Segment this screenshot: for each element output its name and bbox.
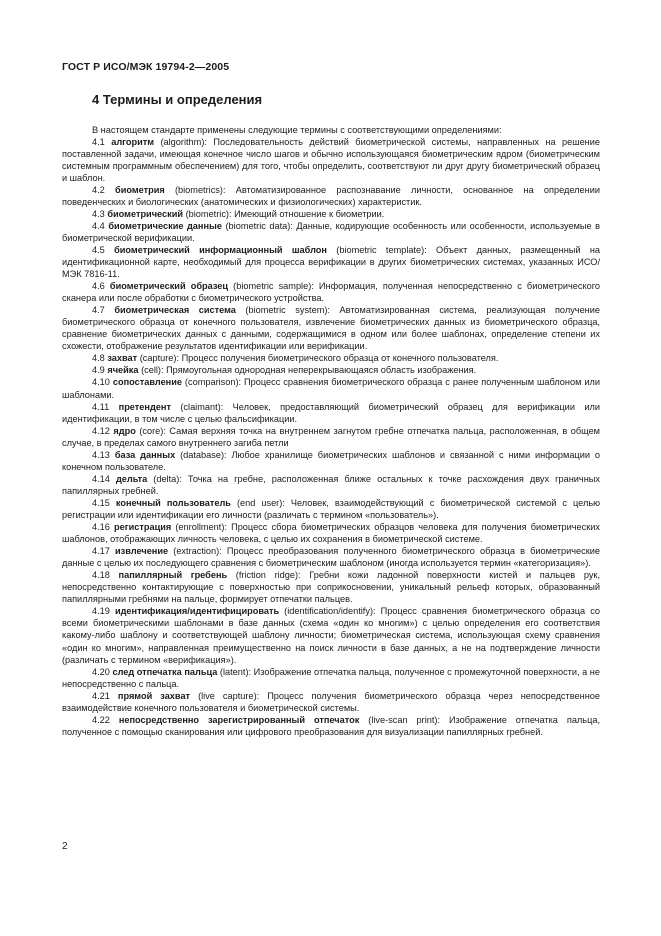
term-number: 4.18 [92, 570, 110, 581]
term-definition: (cell): Прямоугольная однородная неперекрывающаяся область изображения. [138, 365, 477, 376]
term-number: 4.14 [92, 473, 110, 484]
term-name: биометрические данные [108, 220, 222, 231]
term-number: 4.2 [92, 184, 105, 195]
term-definition: (end user): Человек, взаимодействующий с биометрической системой с целью регистрации или идентификации его личности (различать с термином «пользователь»). [62, 497, 600, 520]
term-name: ядро [113, 425, 136, 436]
term-number: 4.4 [92, 220, 105, 231]
term-definition: (core): Самая верхняя точка на внутреннем загнутом гребне отпечатка пальца, расположенная, в общем случае, в пределах самого внутреннего загиба петли [62, 425, 600, 448]
term-definition: (latent): Изображение отпечатка пальца, полученное с промежуточной поверхности, а не непосредственно с пальца. [62, 666, 600, 689]
term-name: ячейка [107, 365, 139, 376]
term-name: сопоставление [112, 377, 182, 388]
term-paragraph [62, 569, 600, 605]
term-number: 4.11 [92, 401, 110, 412]
term-number: 4.10 [92, 377, 110, 388]
term-paragraph [62, 473, 600, 497]
term-definition: (friction ridge): Гребни кожи ладонной поверхности кистей и пальцев рук, непосредственно контактирующие с поверхностью при соприкосновении, уникальный рельеф которых, образованный папиллярными гребнями на пальце, формирует отпечатки пальцев. [62, 570, 601, 605]
definitions-body [62, 124, 600, 738]
page-number: 2 [62, 841, 68, 852]
term-number: 4.7 [92, 305, 105, 316]
term-paragraph [62, 184, 600, 208]
term-definition: (live-scan print): Изображение отпечатка пальца, полученное с помощью сканирования или цифрового преобразования для визуализации папиллярных гребней. [62, 714, 600, 737]
term-name: биометрический информационный шаблон [114, 244, 327, 255]
term-definition: (biometrics): Автоматизированное распознавание личности, основанное на определении поведенческих и биологических (анатомических и физиологических) характеристик. [62, 184, 600, 207]
term-name: дельта [115, 473, 148, 484]
term-definition: (identification/identify): Процесс сравнения биометрического образца со всеми биометрическими шаблонами в базе данных (схема «один ко многим») с целью определения его соответствия какому-либо шаблону и соответствующей шаблону личности; биометрическая система, использующая схему сравнения «один ко многим», направленная преимущественно на поиск личности в базе данных, а не на подтверждение личности (различать с термином «верификация»). [62, 606, 600, 665]
term-name: база данных [114, 449, 176, 460]
term-number: 4.17 [92, 546, 110, 557]
term-name: папиллярный гребень [118, 570, 228, 581]
term-number: 4.8 [92, 353, 105, 364]
term-paragraph [62, 376, 600, 400]
term-paragraph [62, 304, 600, 352]
term-definition: (database): Любое хранилище биометрических шаблонов и связанной с ними информации о конечном пользователе. [62, 449, 600, 472]
term-paragraph [62, 449, 600, 473]
term-definition: (comparison): Процесс сравнения биометрического образца с ранее полученным шаблоном или шаблонами. [62, 377, 600, 400]
term-name: непосредственно зарегистрированный отпечаток [118, 714, 360, 725]
term-definition: (biometric template): Объект данных, размещенный на идентификационной карте, необходимый для процесса верификации в других биометрических системах, указанных ИСО/МЭК 7816-11. [62, 244, 600, 280]
term-paragraph [62, 497, 600, 521]
term-name: претендент [118, 401, 171, 412]
term-paragraph [62, 545, 600, 569]
term-definition: (delta): Точка на гребне, расположенная ближе остальных к точке расхождения двух граничных папиллярных гребней. [62, 473, 600, 496]
term-number: 4.3 [92, 208, 105, 219]
term-number: 4.21 [92, 690, 110, 701]
term-number: 4.6 [92, 281, 105, 292]
term-number: 4.13 [92, 449, 110, 460]
term-paragraph [62, 136, 600, 184]
term-paragraph [62, 364, 600, 376]
section-title: 4 Термины и определения [92, 92, 263, 107]
term-paragraph [62, 352, 600, 364]
term-definition: (biometric sample): Информация, полученная непосредственно с биометрического сканера или после обработки с биометрического устройства. [62, 281, 600, 304]
term-paragraph [62, 220, 600, 244]
terms-list [62, 136, 600, 738]
term-number: 4.1 [92, 136, 105, 147]
term-paragraph [62, 280, 600, 304]
term-name: захват [107, 353, 138, 364]
term-name: биометрический образец [109, 281, 229, 292]
term-definition: (algorithm): Последовательность действий биометрической системы, направленных на решение поставленной задачи, имеющая конечное число шагов и обычно использующаяся биометрическим ядром (биометрическим системным программным обеспечением) для того, чтобы определить, соответствуют ли друг другу биометрический образец и шаблон. [62, 136, 601, 183]
term-paragraph [62, 401, 600, 425]
term-paragraph [62, 666, 600, 690]
term-name: биометрическая система [114, 305, 236, 316]
term-definition: (extraction): Процесс преобразования полученного биометрического образца в биометрические данные с целью их последующего сравнения с биометрическим шаблоном (иногда используется термин «категоризация»). [62, 546, 600, 569]
term-definition: (claimant): Человек, предоставляющий биометрический образец для верификации или идентификации, в том числе с целью фальсификации. [62, 401, 600, 424]
term-name: регистрация [114, 522, 172, 533]
term-definition: (capture): Процесс получения биометрического образца от конечного пользователя. [137, 353, 499, 364]
term-paragraph [62, 690, 600, 714]
term-paragraph [62, 605, 600, 665]
term-definition: (biometric data): Данные, кодирующие особенность или особенности, используемые в биометрической верификации. [62, 220, 600, 243]
term-paragraph [62, 244, 600, 280]
term-number: 4.15 [92, 497, 110, 508]
term-number: 4.22 [92, 714, 110, 725]
term-number: 4.5 [92, 244, 105, 255]
term-name: след отпечатка пальца [112, 666, 218, 677]
term-paragraph [62, 208, 600, 220]
term-paragraph [62, 714, 600, 738]
term-paragraph [62, 521, 600, 545]
document-header: ГОСТ Р ИСО/МЭК 19794-2—2005 [62, 61, 230, 73]
term-name: биометрия [115, 184, 165, 195]
term-definition: (live capture): Процесс получения биометрического образца через непосредственное взаимодействие конечного пользователя и биометрической системы. [62, 690, 600, 713]
intro-paragraph: В настоящем стандарте применены следующие термины с соответствующими определениями: [92, 124, 502, 135]
term-number: 4.12 [92, 425, 110, 436]
term-number: 4.19 [92, 606, 110, 617]
term-number: 4.20 [92, 666, 110, 677]
term-definition: (biometric system): Автоматизированная система, реализующая получение биометрического образца от конечного пользователя, извлечение биометрических данных из биометрического образца, сравнение биометрических данных с данными, содержащимися в одном или более шаблонах, определение степени их схожести, отображение результатов идентификации или верификации. [62, 305, 601, 352]
term-name: конечный пользователь [115, 497, 231, 508]
term-name: извлечение [115, 546, 169, 557]
term-name: биометрический [107, 208, 184, 219]
term-number: 4.9 [92, 365, 105, 376]
term-paragraph [62, 425, 600, 449]
term-name: прямой захват [117, 690, 191, 701]
term-name: алгоритм [111, 136, 155, 147]
term-number: 4.16 [92, 522, 110, 533]
term-name: идентификация/идентифицировать [114, 606, 280, 617]
term-definition: (biometric): Имеющий отношение к биометрии. [183, 208, 385, 219]
term-definition: (enrollment): Процесс сбора биометрических образцов человека для получения биометрических шаблонов, отображающих личность человека, с целью их сохранения в биометрической системе. [62, 522, 601, 545]
